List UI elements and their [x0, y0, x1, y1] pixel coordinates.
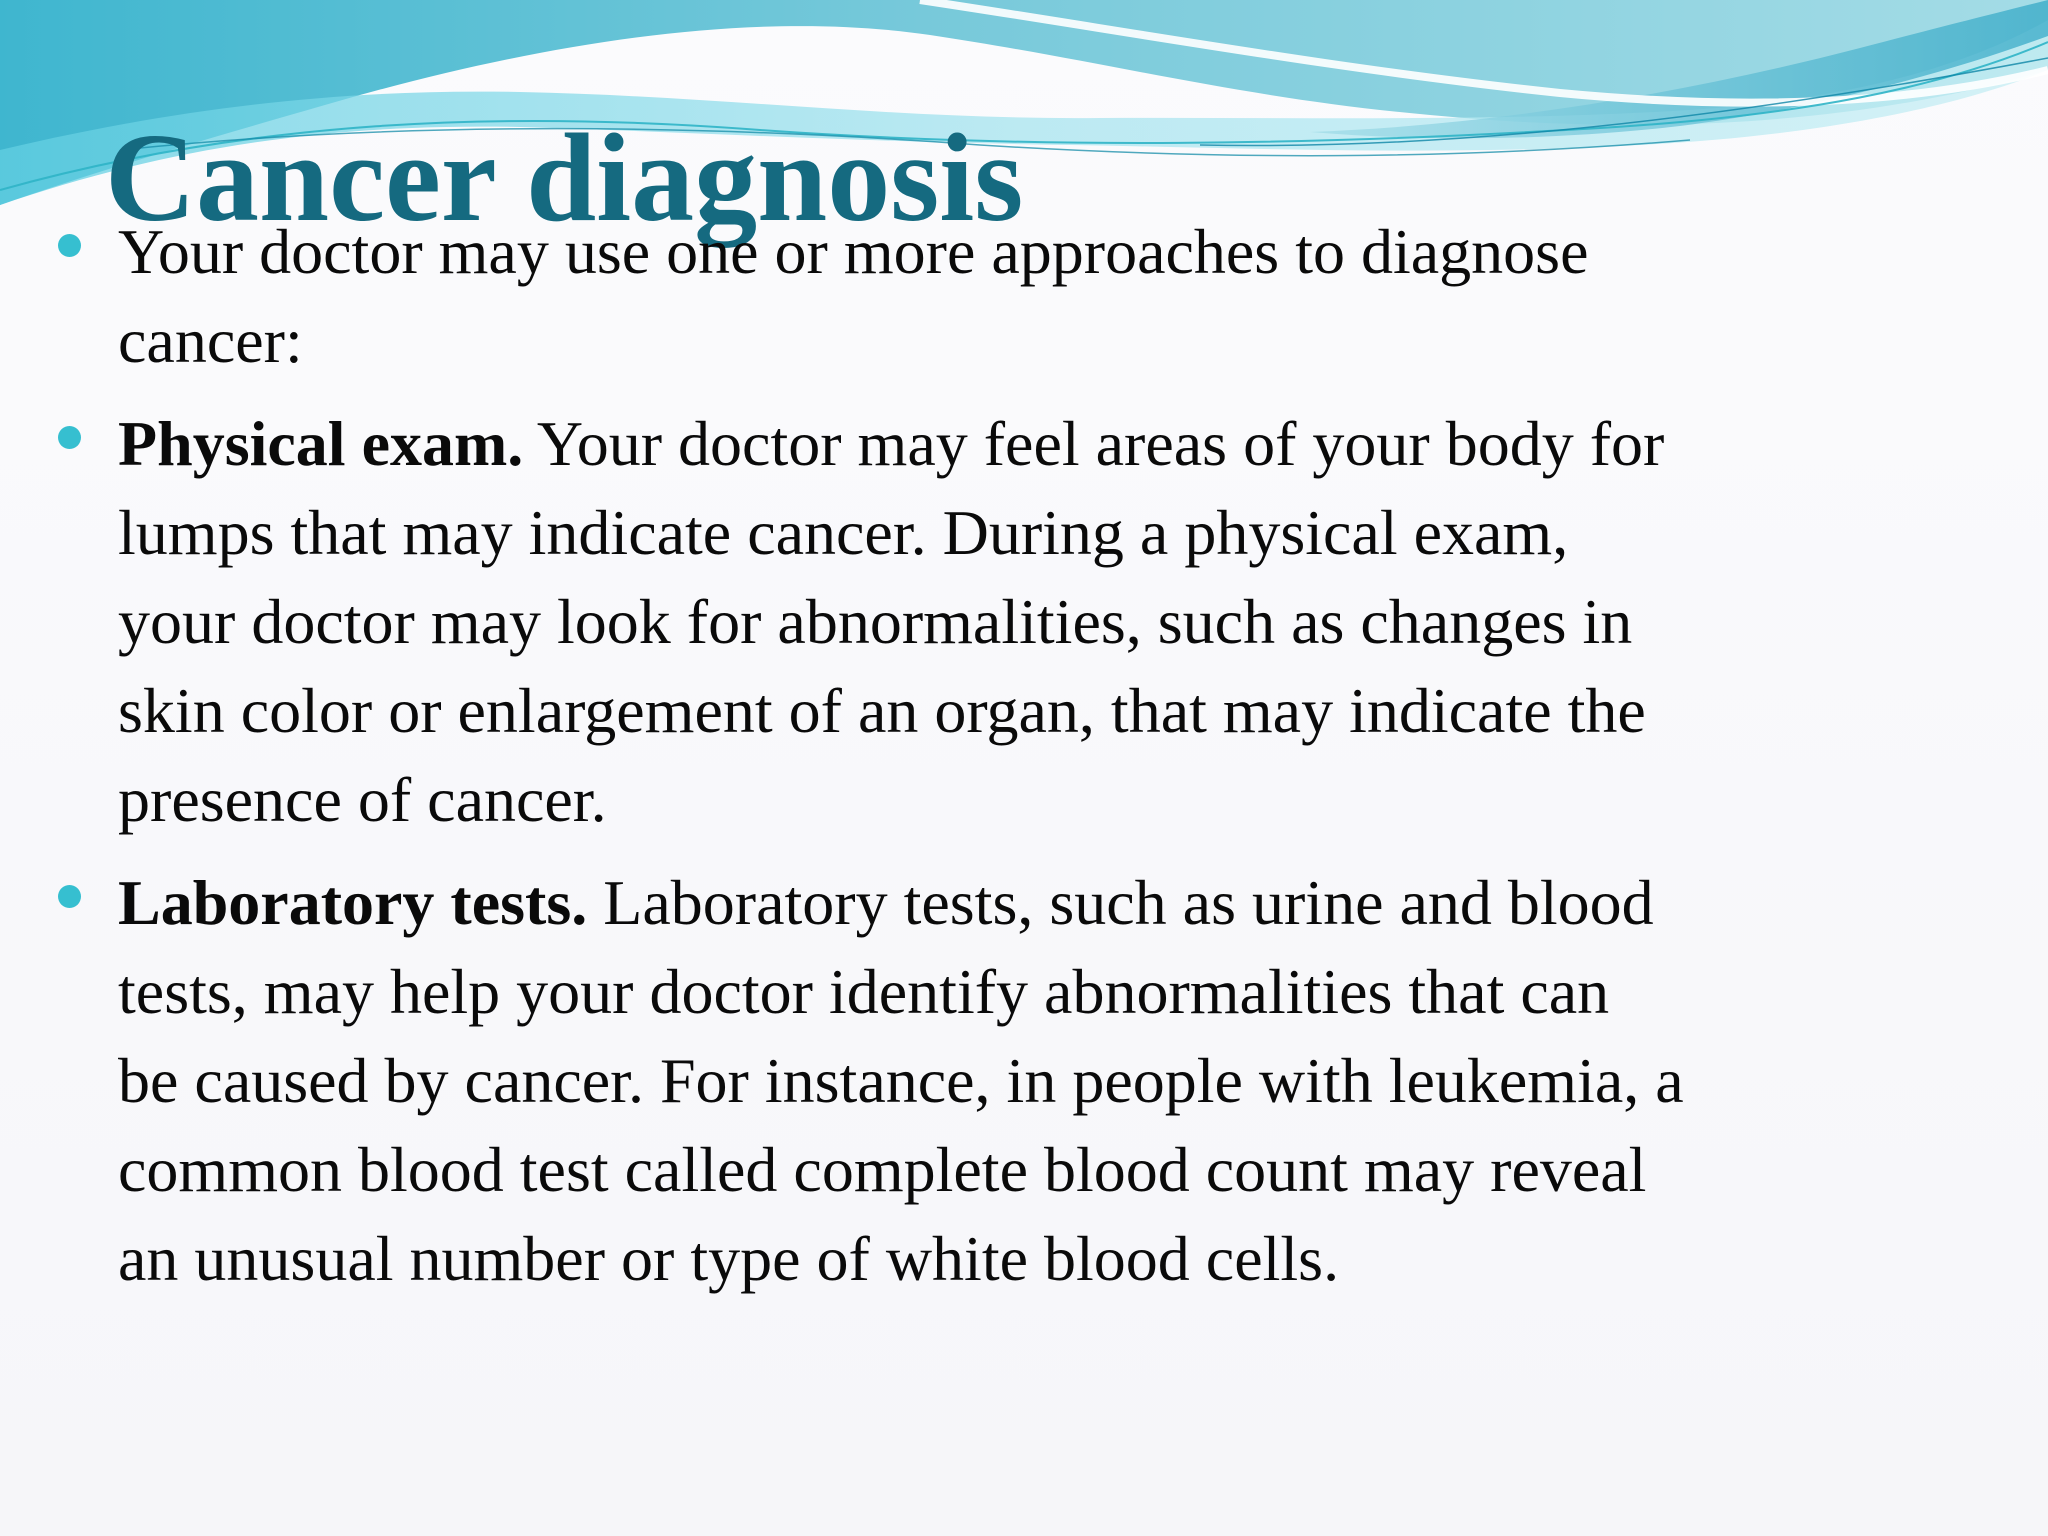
- bullet-item-laboratory-tests: [58, 858, 1958, 1303]
- bullet-text-line: lumps that may indicate cancer. During a physical exam,: [118, 497, 1569, 568]
- bullet-lead-text: Laboratory tests.: [118, 867, 588, 938]
- bullet-text-line: common blood test called complete blood count may reveal: [118, 1134, 1647, 1205]
- bullet-item-physical-exam: [58, 399, 1958, 844]
- bullet-text-line: cancer:: [118, 305, 303, 376]
- bullet-text-line: be caused by cancer. For instance, in people with leukemia, a: [118, 1045, 1684, 1116]
- bullet-text-line: skin color or enlargement of an organ, that may indicate the: [118, 675, 1646, 746]
- bullet-list: [58, 207, 1958, 1317]
- bullet-text-line: Your doctor may feel areas of your body for: [523, 408, 1665, 479]
- bullet-dot-icon: [58, 885, 81, 908]
- bullet-text-line: tests, may help your doctor identify abnormalities that can: [118, 956, 1610, 1027]
- bullet-text-line: your doctor may look for abnormalities, such as changes in: [118, 586, 1633, 657]
- bullet-text-line: Laboratory tests, such as urine and blood: [587, 867, 1654, 938]
- bullet-text-line: Your doctor may use one or more approaches to diagnose: [118, 216, 1589, 287]
- bullet-text-line: presence of cancer.: [118, 764, 607, 835]
- bullet-dot-icon: [58, 426, 81, 449]
- bullet-dot-icon: [58, 234, 81, 257]
- bullet-lead-text: Physical exam.: [118, 408, 524, 479]
- slide-title: Cancer diagnosis: [105, 109, 1024, 248]
- bullet-item-intro: [58, 207, 1958, 385]
- bullet-text-line: an unusual number or type of white blood cells.: [118, 1223, 1340, 1294]
